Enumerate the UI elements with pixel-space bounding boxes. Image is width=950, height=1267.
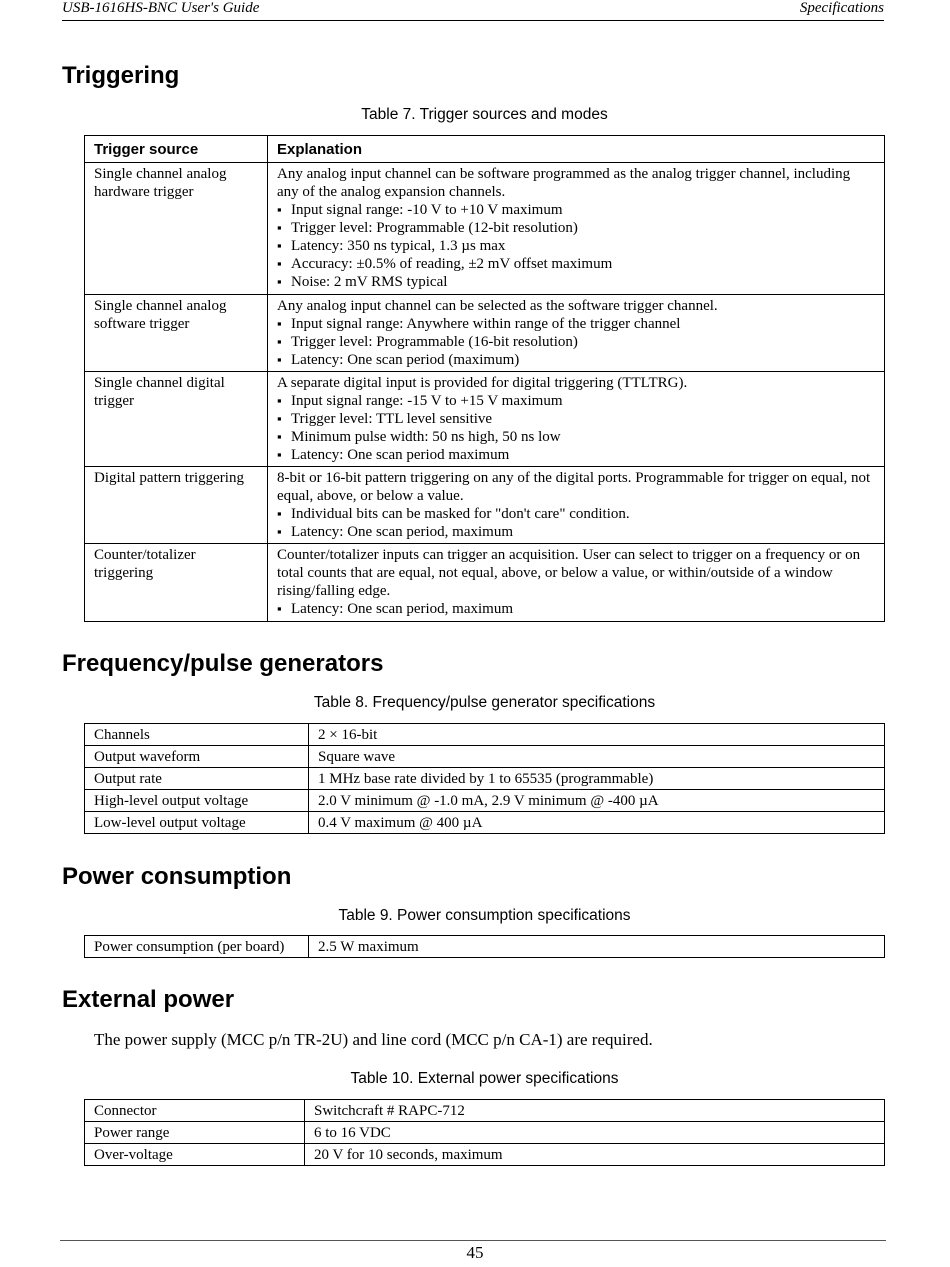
table-row [85, 1100, 885, 1122]
table-row [85, 1122, 885, 1144]
trigger-explanation [268, 372, 885, 467]
trigger-explanation [268, 467, 885, 544]
column-header: Explanation [268, 136, 885, 163]
table-row [85, 812, 885, 834]
footer-rule [60, 1240, 886, 1241]
spec-name: Output rate [85, 768, 309, 790]
spec-name: Output waveform [85, 746, 309, 768]
page-header [62, 0, 884, 21]
page-number: 45 [466, 1243, 484, 1262]
trigger-explanation [268, 163, 885, 295]
trigger-explanation [268, 544, 885, 622]
spec-value: Square wave [309, 746, 885, 768]
trigger-source: Single channel digital trigger [85, 372, 268, 467]
spec-name: Low-level output voltage [85, 812, 309, 834]
table-row [85, 790, 885, 812]
bullet-item: ▪ Latency: One scan period maximum [277, 446, 875, 464]
bullet-item: ▪ Trigger level: TTL level sensitive [277, 410, 875, 428]
bullet-item: ▪ Input signal range: Anywhere within range of the trigger channel [277, 315, 875, 333]
table-row [85, 372, 885, 467]
column-header: Trigger source [85, 136, 268, 163]
bullet-list [277, 201, 875, 291]
bullet-item: ▪ Latency: One scan period (maximum) [277, 351, 875, 369]
heading-external-power: External power [62, 986, 235, 1013]
explanation-text: Counter/totalizer inputs can trigger an acquisition. User can select to trigger on a frequency or on total counts that are equal, not equal, above, or below a value, or within/outside of a window rising/falling edge. [277, 547, 861, 599]
table-row [85, 544, 885, 622]
explanation-text: Any analog input channel can be software programmed as the analog trigger channel, including any of the analog expansion channels. [277, 166, 851, 200]
heading-power-consumption: Power consumption [62, 863, 292, 890]
spec-name: High-level output voltage [85, 790, 309, 812]
spec-name: Connector [85, 1100, 305, 1122]
table-row [85, 1144, 885, 1166]
caption-table-9: Table 9. Power consumption specifications [338, 907, 631, 924]
table-header-row [85, 136, 885, 163]
table-row [85, 746, 885, 768]
table-row [85, 467, 885, 544]
bullet-item: ▪ Latency: 350 ns typical, 1.3 µs max [277, 237, 875, 255]
caption-table-8: Table 8. Frequency/pulse generator specifications [313, 694, 656, 711]
bullet-item: ▪ Trigger level: Programmable (12-bit resolution) [277, 219, 875, 237]
trigger-source: Counter/totalizer triggering [85, 544, 268, 622]
bullet-list [277, 315, 875, 369]
frequency-table [84, 723, 885, 834]
bullet-item: ▪ Trigger level: Programmable (16-bit resolution) [277, 333, 875, 351]
spec-value: 0.4 V maximum @ 400 µA [309, 812, 885, 834]
bullet-item: ▪ Accuracy: ±0.5% of reading, ±2 mV offset maximum [277, 255, 875, 273]
spec-value: 20 V for 10 seconds, maximum [305, 1144, 885, 1166]
external-power-table [84, 1099, 885, 1166]
spec-value: Switchcraft # RAPC-712 [305, 1100, 885, 1122]
trigger-table [84, 135, 885, 622]
bullet-item: ▪ Minimum pulse width: 50 ns high, 50 ns low [277, 428, 875, 446]
table-row [85, 163, 885, 295]
spec-name: Over-voltage [85, 1144, 305, 1166]
bullet-item: ▪ Noise: 2 mV RMS typical [277, 273, 875, 291]
spec-value: 2 × 16-bit [309, 724, 885, 746]
heading-triggering: Triggering [62, 62, 180, 89]
bullet-list [277, 392, 875, 464]
caption-table-10: Table 10. External power specifications [350, 1070, 619, 1087]
bullet-item: ▪ Input signal range: -15 V to +15 V maximum [277, 392, 875, 410]
table-row [85, 768, 885, 790]
heading-frequency-pulse: Frequency/pulse generators [62, 650, 384, 677]
spec-value: 6 to 16 VDC [305, 1122, 885, 1144]
trigger-source: Single channel analog software trigger [85, 295, 268, 372]
bullet-list [277, 505, 875, 541]
trigger-source: Digital pattern triggering [85, 467, 268, 544]
table-row [85, 295, 885, 372]
header-doc-title: USB-1616HS-BNC User's Guide [62, 0, 260, 16]
spec-name: Power range [85, 1122, 305, 1144]
spec-value: 2.0 V minimum @ -1.0 mA, 2.9 V minimum @ -400 µA [309, 790, 885, 812]
explanation-text: Any analog input channel can be selected as the software trigger channel. [277, 298, 718, 314]
header-section: Specifications [799, 0, 884, 16]
table-row [85, 724, 885, 746]
caption-table-7: Table 7. Trigger sources and modes [361, 106, 608, 123]
spec-name: Power consumption (per board) [85, 936, 309, 958]
trigger-source: Single channel analog hardware trigger [85, 163, 268, 295]
trigger-explanation [268, 295, 885, 372]
bullet-item: ▪ Latency: One scan period, maximum [277, 523, 875, 541]
explanation-text: 8-bit or 16-bit pattern triggering on any of the digital ports. Programmable for trigger on equal, not equal, above, or below a value. [277, 470, 871, 504]
bullet-item: ▪ Individual bits can be masked for "don't care" condition. [277, 505, 875, 523]
spec-value: 2.5 W maximum [309, 936, 885, 958]
spec-value: 1 MHz base rate divided by 1 to 65535 (programmable) [309, 768, 885, 790]
power-table [84, 935, 885, 958]
bullet-item: ▪ Latency: One scan period, maximum [277, 600, 875, 618]
bullet-item: ▪ Input signal range: -10 V to +10 V maximum [277, 201, 875, 219]
explanation-text: A separate digital input is provided for digital triggering (TTLTRG). [277, 375, 688, 391]
table-row [85, 936, 885, 958]
body-paragraph: The power supply (MCC p/n TR-2U) and line cord (MCC p/n CA-1) are required. [94, 1030, 653, 1049]
spec-name: Channels [85, 724, 309, 746]
bullet-list [277, 600, 875, 618]
